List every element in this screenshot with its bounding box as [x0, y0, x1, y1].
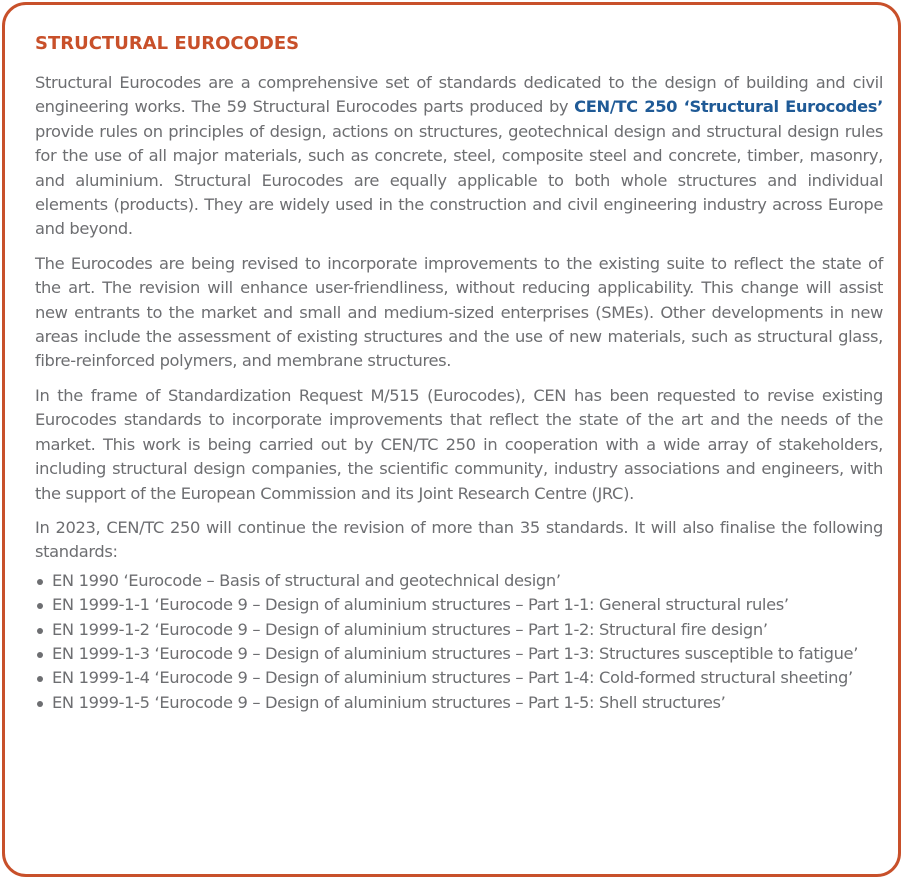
- bullet-icon: [37, 652, 43, 658]
- list-item: [35, 691, 883, 715]
- standard-label: EN 1999-1-3 ‘Eurocode 9 – Design of aluminium structures – Part 1-3: Structures susceptible to fatigue’: [52, 643, 859, 663]
- list-item: [35, 642, 883, 666]
- paragraph-standardization-request: In the frame of Standardization Request M/515 (Eurocodes), CEN has been requested to revise existing Eurocodes standards to incorporate improvements that reflect the state of the art and the needs of the market. This work is being carried out by CEN/TC 250 in cooperation with a wide array of stakeholders, including structural design companies, the scientific community, industry associations and engineers, with the support of the European Commission and its Joint Research Centre (JRC).: [35, 385, 883, 503]
- section-title: STRUCTURAL EUROCODES: [35, 33, 300, 54]
- list-item: [35, 569, 883, 593]
- bullet-icon: [37, 701, 43, 707]
- standard-label: EN 1990 ‘Eurocode – Basis of structural and geotechnical design’: [52, 570, 561, 590]
- article: [35, 31, 883, 715]
- list-item: [35, 593, 883, 617]
- intro-text-before: Structural Eurocodes are a comprehensive set of standards dedicated to the design of building and civil engineering works. The 59 Structural Eurocodes parts produced by: [35, 73, 883, 117]
- standard-label: EN 1999-1-4 ‘Eurocode 9 – Design of aluminium structures – Part 1-4: Cold-formed structural sheeting’: [52, 668, 853, 688]
- content-box: [2, 2, 901, 877]
- paragraph-revision: The Eurocodes are being revised to incorporate improvements to the existing suite to reflect the state of the art. The revision will enhance user-friendliness, without reducing applicability. This change will assist new entrants to the market and small and medium-sized enterprises (SMEs). Other developments in new areas include the assessment of existing structures and the use of new materials, such as structural glass, fibre-reinforced polymers, and membrane structures.: [35, 253, 883, 371]
- bullet-icon: [37, 579, 43, 585]
- paragraph-2023-plan: In 2023, CEN/TC 250 will continue the revision of more than 35 standards. It will also finalise the following standards:: [35, 517, 883, 562]
- bullet-icon: [37, 676, 43, 682]
- list-item: [35, 666, 883, 690]
- bullet-icon: [37, 628, 43, 634]
- bullet-icon: [37, 603, 43, 609]
- intro-text-after: provide rules on principles of design, actions on structures, geotechnical design and structural design rules for the use of all major materials, such as concrete, steel, composite steel and concrete, timber, masonry, and aluminium. Structural Eurocodes are equally applicable to both whole structures and individual elements (products). They are widely used in the construction and civil engineering industry across Europe and beyond.: [35, 121, 883, 239]
- cen-tc-250-link[interactable]: CEN/TC 250 ‘Structural Eurocodes’: [574, 97, 883, 117]
- standard-label: EN 1999-1-2 ‘Eurocode 9 – Design of aluminium structures – Part 1-2: Structural fire design’: [52, 619, 768, 639]
- list-item: [35, 618, 883, 642]
- standard-label: EN 1999-1-1 ‘Eurocode 9 – Design of aluminium structures – Part 1-1: General structural rules’: [52, 595, 789, 615]
- standard-label: EN 1999-1-5 ‘Eurocode 9 – Design of aluminium structures – Part 1-5: Shell structures’: [52, 692, 726, 712]
- paragraph-intro: [35, 71, 883, 242]
- standards-list: [35, 569, 883, 715]
